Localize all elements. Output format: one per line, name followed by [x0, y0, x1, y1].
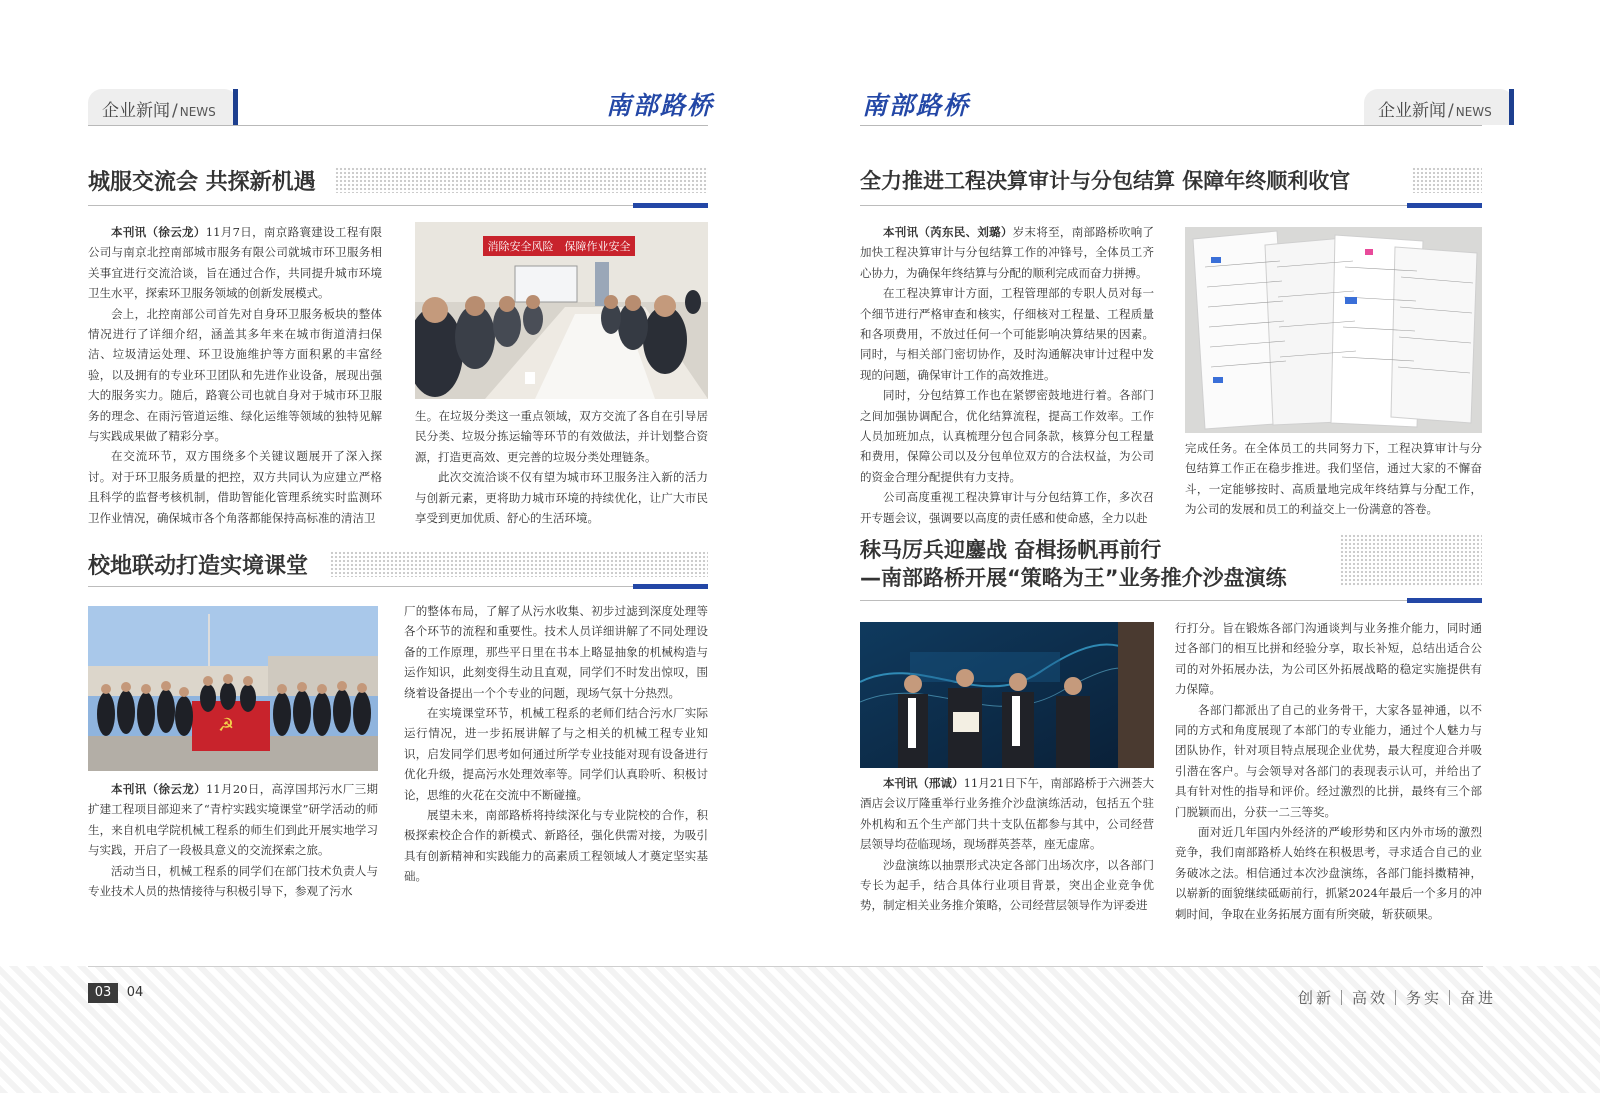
header-rule-right [860, 125, 1482, 126]
title-dot-pattern [330, 551, 708, 577]
news-tab-slash: / [1448, 101, 1454, 121]
paragraph: 在工程决算审计方面，工程管理部的专职人员对每一个细节进行严格审查和核实，仔细核对工程量、工程质量和各项费用，不放过任何一个可能影响决算结果的因素。同时，与相关部门密切协作，及时沟通解决审计过程中发现的问题，确保审计工作的高效推进。 [860, 286, 1154, 382]
brand-logo-left: 南部路桥 [606, 91, 715, 120]
footer-motto: 创新｜高效｜务实｜奋进 [1298, 989, 1497, 1007]
title-dot-pattern [1412, 167, 1482, 193]
article1-col1 [88, 222, 382, 528]
article2-rule [88, 586, 708, 587]
paragraph: 本刊讯（徐云龙）11月20日，高淳国邦污水厂三期扩建工程项目部迎来了“青柠实践实境课堂”研学活动的师生，来自机电学院机械工程系的师生们到此开展实地学习与实践，开启了一段极具意义的交流探索之旅。 [88, 782, 379, 858]
article1-rule [88, 205, 708, 206]
title-dot-pattern [1340, 534, 1482, 586]
article2-col2 [404, 601, 708, 887]
news-tab-cn: 企业新闻 [102, 101, 170, 121]
article2-col1 [88, 779, 378, 901]
paragraph: 在交流环节，双方围绕多个关键议题展开了深入探讨。对于环卫服务质量的把控，双方共同认为应建立严格且科学的监督考核机制，借助智能化管理系统实时监测环卫作业情况，确保城市各个角落都能保持高标准的清洁卫 [88, 449, 382, 525]
news-tab-en: NEWS [1455, 105, 1492, 119]
article3-col2 [1185, 438, 1482, 520]
article3-col1 [860, 222, 1154, 528]
paragraph: 同时，分包结算工作也在紧锣密鼓地进行着。各部门之间加强协调配合，优化结算流程，提高工作效率。工作人员加班加点，认真梳理分包合同条款，核算分包工程量和费用，保障公司以及分包单位双方的合法权益，为公司的资金合理分配提供有力支持。 [860, 388, 1154, 484]
article4-title-line2: —南部路桥开展“策略为王”业务推介沙盘演练 [860, 566, 1287, 590]
paragraph: 活动当日，机械工程系的同学们在部门技术负责人与专业技术人员的热情接待与积极引导下，参观了污水 [88, 863, 378, 899]
paragraph: 展望未来，南部路桥将持续深化与专业院校的合作，积极探索校企合作的新模式、新路径，强化供需对接，为吸引具有创新精神和实践能力的高素质工程领域人才奠定坚实基础。 [404, 808, 708, 884]
award-photo [860, 622, 1154, 768]
page-number-right: 04 [126, 985, 144, 1000]
paragraph: 厂的整体布局，了解了从污水收集、初步过滤到深度处理等各个环节的流程和重要性。技术人员详细讲解了不同处理设备的工作原理，那些平日里在书本上略显抽象的机械构造与运作知识，此刻变得生动且直观，同学们不时发出惊叹，围绕着设备提出一个个专业的问题，现场气氛十分热烈。 [404, 604, 708, 700]
article4-rule [860, 600, 1482, 601]
tab-accent-bar [1509, 89, 1514, 125]
paragraph: 行打分。旨在锻炼各部门沟通谈判与业务推介能力，同时通过各部门的相互比拼和经验分享，取长补短，总结出适合公司的对外拓展办法，为公司区外拓展战略的稳定实施提供有力保障。 [1175, 621, 1482, 697]
tab-accent-bar [233, 89, 238, 125]
meeting-photo [415, 222, 708, 399]
article1-title: 城服交流会 共探新机遇 [88, 170, 316, 195]
paragraph: 沙盘演练以抽票形式决定各部门出场次序，以各部门专长为起手，结合具体行业项目背景，突出企业竞争优势，制定相关业务推介策略，公司经营层领导作为评委进 [860, 857, 1154, 913]
paragraph: 面对近几年国内外经济的严峻形势和区内外市场的激烈竞争，我们南部路桥人始终在积极思考，寻求适合自己的业务破冰之法。相信通过本次沙盘演练，各部门能抖擞精神，以崭新的面貌继续砥砺前行，抓紧2024年最后一个多月的冲刺时间，争取在业务拓展方面有所突破，斩获硕果。 [1175, 825, 1482, 921]
footer-rule [88, 966, 1483, 967]
article4-title-line1: 秣马厉兵迎鏖战 奋楫扬帆再前行 [860, 538, 1162, 562]
documents-photo [1185, 227, 1482, 433]
news-tab-cn: 企业新闻 [1378, 101, 1446, 121]
article1-col2 [415, 406, 708, 528]
paragraph: 完成任务。在全体员工的共同努力下，工程决算审计与分包结算工作正在稳步推进。我们坚信，通过大家的不懈奋斗，一定能够按时、高质量地完成年终结算与分配工作，为公司的发展和员工的利益交上一份满意的答卷。 [1185, 441, 1482, 517]
title-dot-pattern [335, 167, 708, 193]
paragraph: 会上，北控南部公司首先对自身环卫服务板块的整体情况进行了详细介绍，涵盖其多年来在城市街道清扫保洁、垃圾清运处理、环卫设施维护等方面积累的丰富经验，以及拥有的专业环卫团队和先进作业设备，展现出强大的服务实力。随后，路寰公司也就自身对于城市环卫服务的理念、在雨污管道运维、绿化运维等领域的独特见解与实践成果做了精彩分享。 [88, 306, 382, 444]
article3-blue-accent [1407, 203, 1482, 208]
paragraph: 在实境课堂环节，机械工程系的老师们结合污水厂实际运行情况，进一步拓展讲解了与之相关的机械工程专业知识，启发同学们思考如何通过所学专业技能对现有设备进行优化升级，提高污水处理效率等。同学们认真聆听、积极讨论，思维的火花在交流中不断碰撞。 [404, 706, 708, 802]
news-tab-en: NEWS [179, 105, 216, 119]
paragraph: 此次交流洽谈不仅有望为城市环卫服务注入新的活力与创新元素，更将助力城市环境的持续优化，让广大市民享受到更加优质、舒心的生活环境。 [415, 470, 708, 526]
svg-text:☭: ☭ [218, 715, 235, 736]
article2-blue-accent [633, 584, 708, 589]
paragraph: 本刊讯（徐云龙）11月7日，南京路寰建设工程有限公司与南京北控南部城市服务有限公司就城市环卫服务相关事宜进行交流洽谈，旨在通过合作，共同提升城市环境卫生水平，探索环卫服务领域的创新发展模式。 [88, 225, 383, 301]
article4-col1 [860, 773, 1154, 916]
paragraph: 本刊讯（邢诚）11月21日下午，南部路桥于六洲荟大酒店会议厅隆重举行业务推介沙盘演练活动，包括五个驻外机构和五个生产部门共十支队伍都参与其中，公司经营层领导均莅临现场，现场群英荟萃，座无虚席。 [860, 776, 1155, 852]
article4-col2 [1175, 618, 1482, 924]
paragraph: 公司高度重视工程决算审计与分包结算工作，多次召开专题会议，强调要以高度的责任感和使命感，全力以赴 [860, 490, 1154, 525]
news-tab-right [1364, 89, 1514, 125]
news-tab-left [88, 89, 238, 125]
paragraph: 各部门都派出了自己的业务骨干，大家各显神通，以不同的方式和角度展现了本部门的专业能力，通过个人魅力与团队协作，针对项目特点展现企业优势，最大程度迎合并吸引潜在客户。与会领导对各部门的表现表示认可，并给出了具有针对性的指导和评价。经过激烈的比拼，最终有三个部门脱颖而出，分获一二三等奖。 [1175, 702, 1482, 819]
group-photo [88, 606, 378, 771]
paragraph: 生。在垃圾分类这一重点领域，双方交流了各自在引导居民分类、垃圾分拣运输等环节的有效做法，并计划整合资源，打造更高效、更完善的垃圾分类处理链条。 [415, 409, 708, 464]
photo-banner-text: 消除安全风险 保障作业安全 [487, 240, 631, 253]
news-tab-slash: / [172, 101, 178, 121]
article3-title: 全力推进工程决算审计与分包结算 保障年终顺利收官 [860, 169, 1351, 193]
article2-title: 校地联动打造实境课堂 [88, 554, 309, 579]
brand-logo-right: 南部路桥 [862, 91, 971, 120]
article3-rule [860, 205, 1482, 206]
paragraph: 本刊讯（芮东民、刘璐）岁末将至，南部路桥吹响了加快工程决算审计与分包结算工作的冲锋号，全体员工齐心协力，为确保年终结算与分配的顺利完成而奋力拼搏。 [860, 225, 1154, 280]
header-rule-left [88, 125, 708, 126]
article4-blue-accent [1407, 598, 1482, 603]
footer-background [0, 966, 1600, 1093]
article1-blue-accent [633, 203, 708, 208]
page-number-left: 03 [88, 983, 118, 1003]
